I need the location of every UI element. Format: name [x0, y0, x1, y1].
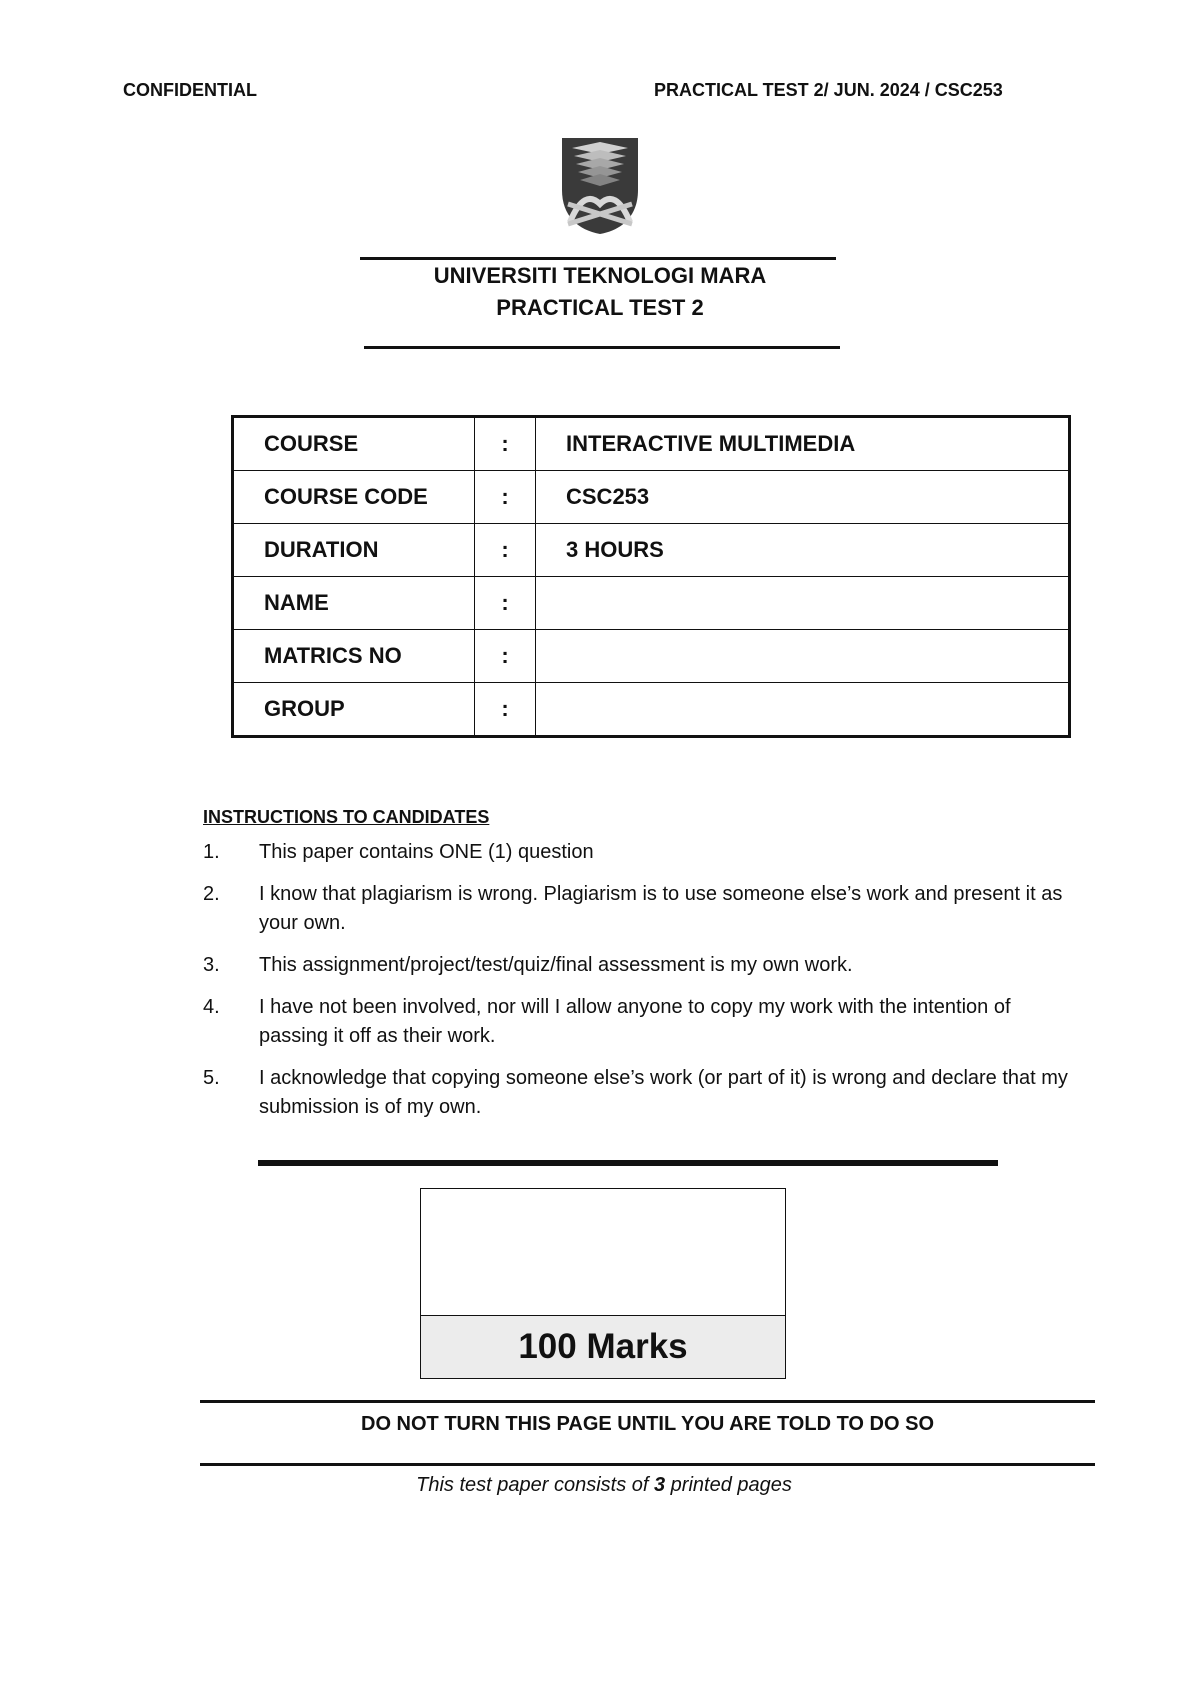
item-number: 3.	[203, 954, 220, 976]
item-text: I acknowledge that copying someone else’s work (or part of it) is wrong and declare that my submission is of my own.	[259, 1067, 1068, 1118]
instructions-title: INSTRUCTIONS TO CANDIDATES	[203, 807, 490, 827]
row-separator: :	[475, 630, 536, 683]
notice-top-rule	[200, 1400, 1095, 1403]
list-item	[203, 993, 1083, 1051]
item-number: 4.	[203, 996, 220, 1018]
item-text: This assignment/project/test/quiz/final assessment is my own work.	[259, 954, 853, 976]
notice-bottom-rule	[200, 1463, 1095, 1466]
item-text: I know that plagiarism is wrong. Plagiarism is to use someone else’s work and present it as your own.	[259, 883, 1063, 934]
title-bottom-rule	[364, 346, 840, 349]
list-item	[203, 1064, 1083, 1122]
page-count-footer	[200, 1474, 1008, 1497]
item-text: This paper contains ONE (1) question	[259, 841, 594, 863]
row-label: DURATION	[233, 524, 475, 577]
row-label: NAME	[233, 577, 475, 630]
row-value: CSC253	[536, 471, 1070, 524]
list-item	[203, 951, 1083, 980]
university-crest-icon	[560, 138, 640, 234]
table-row	[233, 630, 1070, 683]
header-test-reference: PRACTICAL TEST 2/ JUN. 2024 / CSC253	[654, 80, 1003, 100]
row-separator: :	[475, 683, 536, 737]
list-item	[203, 838, 1083, 867]
item-text: I have not been involved, nor will I allow anyone to copy my work with the intention of passing it off as their work.	[259, 996, 1011, 1047]
list-item	[203, 880, 1083, 938]
instructions-list	[203, 838, 1083, 1135]
row-label: MATRICS NO	[233, 630, 475, 683]
name-field[interactable]	[536, 577, 1070, 630]
table-row	[233, 683, 1070, 737]
table-row	[233, 471, 1070, 524]
row-value: 3 HOURS	[536, 524, 1070, 577]
do-not-turn-notice: DO NOT TURN THIS PAGE UNTIL YOU ARE TOLD TO DO SO	[361, 1413, 934, 1435]
instructions-divider	[258, 1160, 998, 1166]
university-name: UNIVERSITI TEKNOLOGI MARA	[433, 263, 767, 288]
marks-box	[420, 1188, 786, 1379]
table-row	[233, 417, 1070, 471]
total-marks: 100 Marks	[421, 1315, 785, 1379]
row-label: COURSE CODE	[233, 471, 475, 524]
group-field[interactable]	[536, 683, 1070, 737]
header-confidential: CONFIDENTIAL	[123, 80, 257, 100]
footer-suffix: printed pages	[665, 1474, 792, 1496]
row-label: COURSE	[233, 417, 475, 471]
test-title: PRACTICAL TEST 2	[496, 295, 704, 320]
table-row	[233, 524, 1070, 577]
item-number: 5.	[203, 1067, 220, 1089]
footer-prefix: This test paper consists of	[416, 1474, 654, 1496]
row-value: INTERACTIVE MULTIMEDIA	[536, 417, 1070, 471]
matrics-no-field[interactable]	[536, 630, 1070, 683]
row-separator: :	[475, 577, 536, 630]
item-number: 1.	[203, 841, 220, 863]
course-info-table	[231, 415, 1071, 738]
row-separator: :	[475, 471, 536, 524]
row-separator: :	[475, 417, 536, 471]
row-label: GROUP	[233, 683, 475, 737]
title-top-rule	[360, 257, 836, 260]
page-count: 3	[654, 1474, 666, 1496]
row-separator: :	[475, 524, 536, 577]
item-number: 2.	[203, 883, 220, 905]
table-row	[233, 577, 1070, 630]
